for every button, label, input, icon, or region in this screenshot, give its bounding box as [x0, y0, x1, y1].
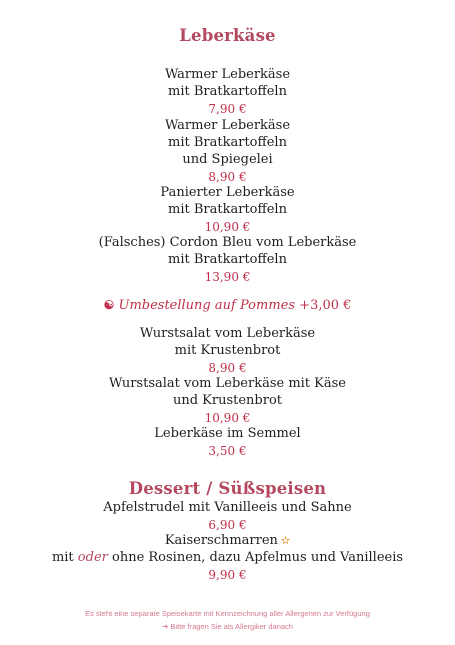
dish-name: Warmer Leberkäse [164, 67, 291, 82]
dish-name: Wurstsalat vom Leberkäse [139, 326, 316, 341]
dish-price: 10,90 € [204, 411, 251, 425]
dish-name: (Falsches) Cordon Bleu vom Leberkäse [98, 235, 357, 250]
dish-price: 10,90 € [204, 220, 251, 234]
dish-price: 9,90 € [208, 568, 247, 582]
dish-price: 8,90 € [208, 170, 247, 184]
upgrade-note-price: +3,00 € [299, 298, 352, 313]
dish-price: 3,50 € [208, 444, 247, 458]
dish-price: 6,90 € [208, 518, 247, 532]
arrow-right-icon: ➔ [162, 622, 169, 631]
dish-price: 8,90 € [208, 361, 247, 375]
allergen-hint-text: Bitte fragen Sie als Allergiker danach [170, 622, 293, 631]
upgrade-note [0, 297, 455, 314]
dish-name [0, 533, 455, 549]
allergen-hint [0, 621, 455, 633]
dish-description: mit Krustenbrot [174, 343, 281, 358]
section-title-dessert: Dessert / Süßspeisen [128, 479, 327, 498]
dish-description-pre: mit [51, 550, 74, 565]
section-title-leberkaese: Leberkäse [179, 26, 276, 45]
dish-description: und Spiegelei [182, 152, 273, 167]
dish-price: 7,90 € [208, 102, 247, 116]
dish-description: mit Bratkartoffeln [168, 84, 287, 99]
dish-description-or: oder [77, 550, 108, 565]
dish-name: Apfelstrudel mit Vanilleeis und Sahne [103, 500, 352, 515]
allergen-note: Es steht eine separate Speisekarte mit Kennzeichnung aller Allergenen zur Verfügung [85, 609, 370, 618]
star-icon: ✫ [280, 534, 291, 547]
upgrade-note-text: Umbestellung auf Pommes [118, 298, 296, 313]
dish-name: Panierter Leberkäse [160, 185, 295, 200]
dish-name-text: Kaiserschmarren [164, 533, 278, 548]
dish-description: mit Bratkartoffeln [168, 202, 287, 217]
dish-price: 13,90 € [204, 270, 251, 284]
yin-yang-icon: ☯ [103, 298, 115, 312]
dish-name: Wurstsalat vom Leberkäse mit Käse [109, 376, 346, 391]
dish-description-post: ohne Rosinen, dazu Apfelmus und Vanilleeis [112, 550, 404, 565]
dish-description: und Krustenbrot [172, 393, 283, 408]
dish-description: mit Bratkartoffeln [168, 135, 287, 150]
dish-name: Leberkäse im Semmel [154, 426, 301, 441]
dish-name: Warmer Leberkäse [164, 118, 291, 133]
dish-description [0, 550, 455, 566]
dish-description: mit Bratkartoffeln [168, 252, 287, 267]
